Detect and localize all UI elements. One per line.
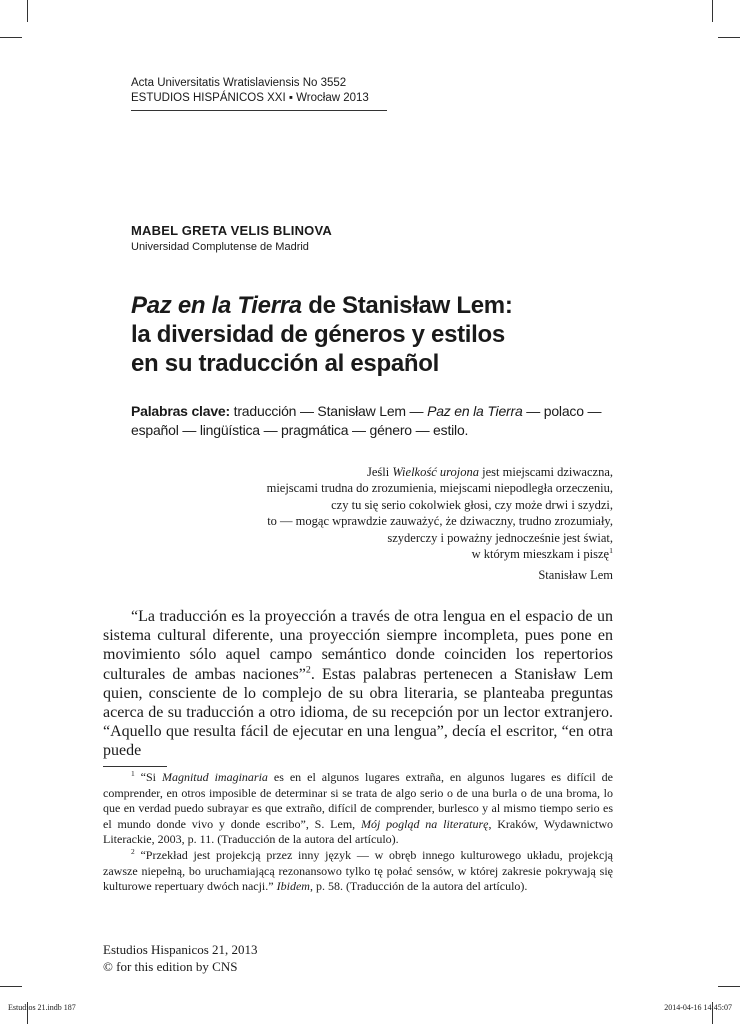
keywords-text: traducción — Stanisław Lem —	[229, 403, 428, 419]
epigraph-attribution: Stanisław Lem	[538, 568, 613, 582]
keywords-italic: Paz en la Tierra	[427, 403, 523, 419]
title-italic: Paz en la Tierra	[131, 292, 302, 319]
journal-header	[131, 76, 369, 106]
print-slug-left: Estudios 21.indb 187	[8, 1003, 76, 1012]
footnote-number: 1	[131, 769, 135, 778]
epigraph-italic: Wielkość urojona	[392, 465, 480, 479]
journal-series: ESTUDIOS HISPÁNICOS XXI	[131, 92, 286, 104]
journal-separator: ▪	[288, 92, 293, 104]
epigraph-line: to — mogąc wprawdzie zauważyć, że dziwaczny, trudno zrozumiały,	[267, 514, 613, 529]
epigraph-line: miejscami trudna do zrozumienia, miejscami niepodległa orzeczeniu,	[266, 481, 613, 496]
footnote-text: es en el algunos lugares extraña, en algunos lugares es difícil de comprender, en otros imposible de determinar si se trata de algo serio o de una burla o de una broma, lo que en verdad puedo subrayar es que extraño, difícil de comprender, burlesco y al mismo tiempo serio es el mundo donde vivo y donde escribo”, S. Lem,	[103, 770, 613, 831]
crop-mark	[718, 986, 740, 987]
epigraph-line: szyderczy i poważny jednocześnie jest świat,	[387, 530, 613, 545]
journal-line-1: Acta Universitatis Wratislaviensis No 3552	[131, 77, 347, 89]
body-text	[103, 607, 613, 761]
copyright-footer	[103, 941, 258, 975]
author-name: MABEL GRETA VELIS BLINOVA	[131, 223, 332, 238]
footer-line-1: Estudios Hispanicos 21, 2013	[103, 942, 258, 957]
crop-mark	[0, 986, 22, 987]
footnote-2	[103, 848, 613, 895]
footnote-1	[103, 770, 613, 848]
journal-place: Wrocław 2013	[296, 92, 369, 104]
epigraph-line: czy tu się serio cokolwiek głosi, czy może drwi i szydzi,	[331, 497, 613, 512]
body-text-span: . Estas palabras pertenecen a Stanisław Lem quien, consciente de lo complejo de su obra literaria, se planteaba preguntas acerca de su traducción a otro idioma, de su recepción por un lector extranjero. “Aquello que resulta fácil de ejecutar en una lengua”, decía el escritor, “en otra puede	[103, 665, 614, 760]
epigraph-text: Jeśli	[366, 465, 393, 479]
footnote-italic: Mój pogląd na literaturę	[361, 816, 489, 831]
epigraph-line	[193, 546, 613, 562]
print-slug-right: 2014-04-16 14:45:07	[664, 1003, 732, 1012]
title-line-2: la diversidad de géneros y estilos	[131, 321, 505, 348]
footnote-text: , p. 58. (Traducción de la autora del artículo).	[309, 879, 528, 894]
footnote-text: , Kraków, Wydawnictwo Literackie, 2003, p. 11. (Traducción de la autora del artículo).	[103, 816, 614, 847]
body-text-span: “La traducción es la proyección a través de otra lengua en el espacio de un sistema cultural diferente, una proyección siempre incompleta, pues pone en movimiento sólo aquel campo semántico donde coinciden los repertorios culturales de ambas naciones”	[103, 608, 613, 683]
keywords-text-rest: — polaco — español — lingüística — pragmática — género — estilo.	[131, 403, 602, 438]
footnote-text: “Przekład jest projekcją przez inny język — w obręb innego kulturowego układu, projekcją zawsze niepełną, bo uruchamiającą rezonansowo tylko tę połać sensów, w której zakresie pokrywają się kulturowe repertuary dwóch nacji.”	[103, 847, 613, 894]
epigraph-line	[193, 464, 613, 480]
epigraph	[193, 464, 613, 562]
footnote-rule	[103, 766, 167, 767]
footnote-text: “Si	[134, 770, 162, 784]
author-affiliation: Universidad Complutense de Madrid	[131, 241, 309, 253]
keywords	[131, 402, 621, 440]
footnote-italic: Ibidem	[276, 879, 310, 894]
footnote-ref[interactable]: 2	[305, 664, 311, 676]
crop-mark	[0, 37, 22, 38]
epigraph-text: jest miejscami dziwaczna,	[479, 465, 613, 479]
footnote-number: 2	[131, 846, 135, 856]
crop-mark	[718, 37, 740, 38]
article-title	[131, 291, 513, 378]
footnote-italic: Magnitud imaginaria	[161, 770, 268, 784]
journal-line-2	[131, 91, 369, 106]
title-line-1-rest: de Stanisław Lem:	[301, 292, 513, 319]
crop-mark	[27, 0, 28, 22]
footnotes	[103, 770, 613, 895]
footnote-ref[interactable]: 1	[609, 545, 613, 555]
crop-mark	[712, 0, 713, 22]
journal-header-rule	[131, 110, 387, 111]
footer-line-2: © for this edition by CNS	[103, 959, 238, 974]
body-paragraph	[103, 607, 613, 761]
epigraph-text: w którym mieszkam i piszę	[471, 547, 610, 562]
keywords-label: Palabras clave:	[131, 403, 230, 419]
title-line-1	[131, 291, 513, 320]
title-line-3: en su traducción al español	[131, 350, 439, 377]
